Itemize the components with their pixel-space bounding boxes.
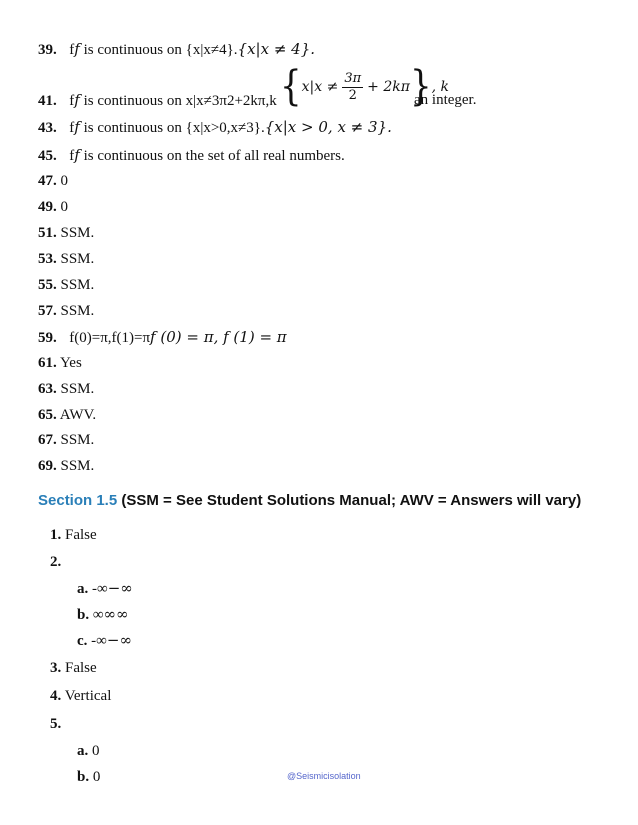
math-pre: x|x ≠: [301, 79, 339, 95]
item-number: 49.: [38, 199, 57, 215]
answer-55: [38, 276, 94, 294]
answer-69: [38, 457, 94, 475]
answer-text: -∞: [91, 633, 107, 649]
item-number: 45.: [38, 148, 57, 164]
answer-text-rest: is continuous on {x|x>0,x≠3}.: [79, 120, 265, 136]
answer-text: 0: [92, 769, 101, 785]
answer-43: [38, 118, 392, 137]
item-number: 61.: [38, 355, 57, 371]
answer-text: SSM.: [60, 225, 95, 241]
tail-text: an integer.: [414, 92, 477, 108]
answer-text-rest: is continuous on the set of all real numbers.: [79, 148, 345, 164]
item-letter: a.: [77, 581, 89, 597]
item-letter: a.: [77, 743, 89, 759]
fraction-numerator: 3π: [344, 70, 362, 86]
item-letter: b.: [77, 607, 90, 623]
fraction: [342, 71, 363, 104]
answer-text: 0: [92, 743, 100, 759]
section-answer-2: [50, 553, 61, 571]
item-number: 67.: [38, 432, 57, 448]
math-expression: −∞: [106, 631, 132, 649]
left-brace: {: [280, 63, 302, 111]
math-f: f: [74, 146, 80, 164]
fraction-denominator: 2: [348, 87, 357, 103]
item-number: 53.: [38, 251, 57, 267]
answer-text: 0: [60, 199, 68, 215]
answer-text: AWV.: [59, 407, 97, 423]
item-number: 2.: [50, 554, 62, 570]
answer-text: f: [69, 42, 75, 58]
answer-65: [38, 406, 96, 424]
section-answer-5: [50, 715, 61, 733]
right-brace: }: [409, 63, 432, 111]
answer-45: [38, 146, 345, 165]
answer-text: f: [69, 120, 75, 136]
section-heading: [38, 492, 581, 509]
item-number: 69.: [38, 458, 57, 474]
answer-61: [38, 354, 82, 372]
item-number: 3.: [50, 660, 62, 676]
answer-text: -∞: [92, 581, 108, 597]
section-note: (SSM = See Student Solutions Manual; AWV = Answers will vary): [117, 492, 582, 509]
answer-67: [38, 431, 94, 449]
answer-51: [38, 224, 94, 242]
item-number: 63.: [38, 381, 57, 397]
answer-text: ∞: [92, 607, 104, 623]
answer-text: False: [65, 660, 97, 676]
answer-53: [38, 250, 94, 268]
section-label: Section 1.5: [38, 492, 118, 509]
item-letter: c.: [77, 633, 88, 649]
item-number: 1.: [50, 527, 62, 543]
answer-text: SSM.: [60, 251, 95, 267]
item-number: 65.: [38, 407, 57, 423]
section-answer-2a: [77, 579, 133, 598]
answer-49: [38, 198, 68, 216]
section-answer-1: [50, 526, 97, 544]
answer-text-rest: is continuous on x|x≠3π2+2kπ,k: [79, 93, 277, 109]
math-suffix: , k: [431, 79, 449, 95]
section-answer-4: [50, 687, 111, 705]
item-number: 43.: [38, 120, 57, 136]
answer-text: f: [69, 93, 75, 109]
answer-47: [38, 172, 68, 190]
answer-59: [38, 328, 287, 347]
answer-text: False: [65, 527, 97, 543]
math-expression: f (0) = π, f (1) = π: [150, 328, 287, 346]
math-expression: −∞: [107, 579, 133, 597]
answer-41: [38, 91, 277, 110]
answer-text-rest: is continuous on {x|x≠4}.: [79, 42, 238, 58]
section-answer-5a: [77, 742, 100, 760]
answer-text: f: [69, 148, 75, 164]
answer-text: Vertical: [64, 688, 112, 704]
math-f: f: [74, 91, 80, 109]
item-number: 59.: [38, 330, 57, 346]
answer-text: Yes: [59, 355, 82, 371]
watermark: @Seismicisolation: [287, 771, 361, 781]
answer-39: [38, 40, 315, 59]
item-number: 47.: [38, 173, 57, 189]
answer-text: SSM.: [60, 458, 95, 474]
answer-63: [38, 380, 94, 398]
answer-text: f(0)=π,f(1)=π: [69, 330, 151, 346]
section-answer-3: [50, 659, 97, 677]
math-expression: ∞∞: [103, 605, 129, 623]
item-number: 41.: [38, 93, 57, 109]
answer-text: SSM.: [60, 277, 95, 293]
item-number: 4.: [50, 688, 62, 704]
item-number: 39.: [38, 42, 57, 58]
answer-text: SSM.: [60, 432, 95, 448]
section-answer-2c: [77, 631, 132, 650]
item-number: 51.: [38, 225, 57, 241]
answer-41-tail: [414, 91, 476, 109]
answer-text: 0: [60, 173, 68, 189]
answer-text: SSM.: [60, 303, 95, 319]
item-number: 57.: [38, 303, 57, 319]
answer-text: SSM.: [60, 381, 95, 397]
section-answer-5b: [77, 768, 100, 786]
math-expression: {x|x ≠ 4}.: [237, 40, 316, 58]
math-post: + 2kπ: [367, 79, 410, 95]
answer-57: [38, 302, 94, 320]
math-f: f: [74, 118, 80, 136]
math-f: f: [74, 40, 80, 58]
item-letter: b.: [77, 769, 90, 785]
math-expression: {x|x > 0, x ≠ 3}.: [264, 118, 392, 136]
section-answer-2b: [77, 605, 129, 624]
item-number: 55.: [38, 277, 57, 293]
item-number: 5.: [50, 716, 62, 732]
